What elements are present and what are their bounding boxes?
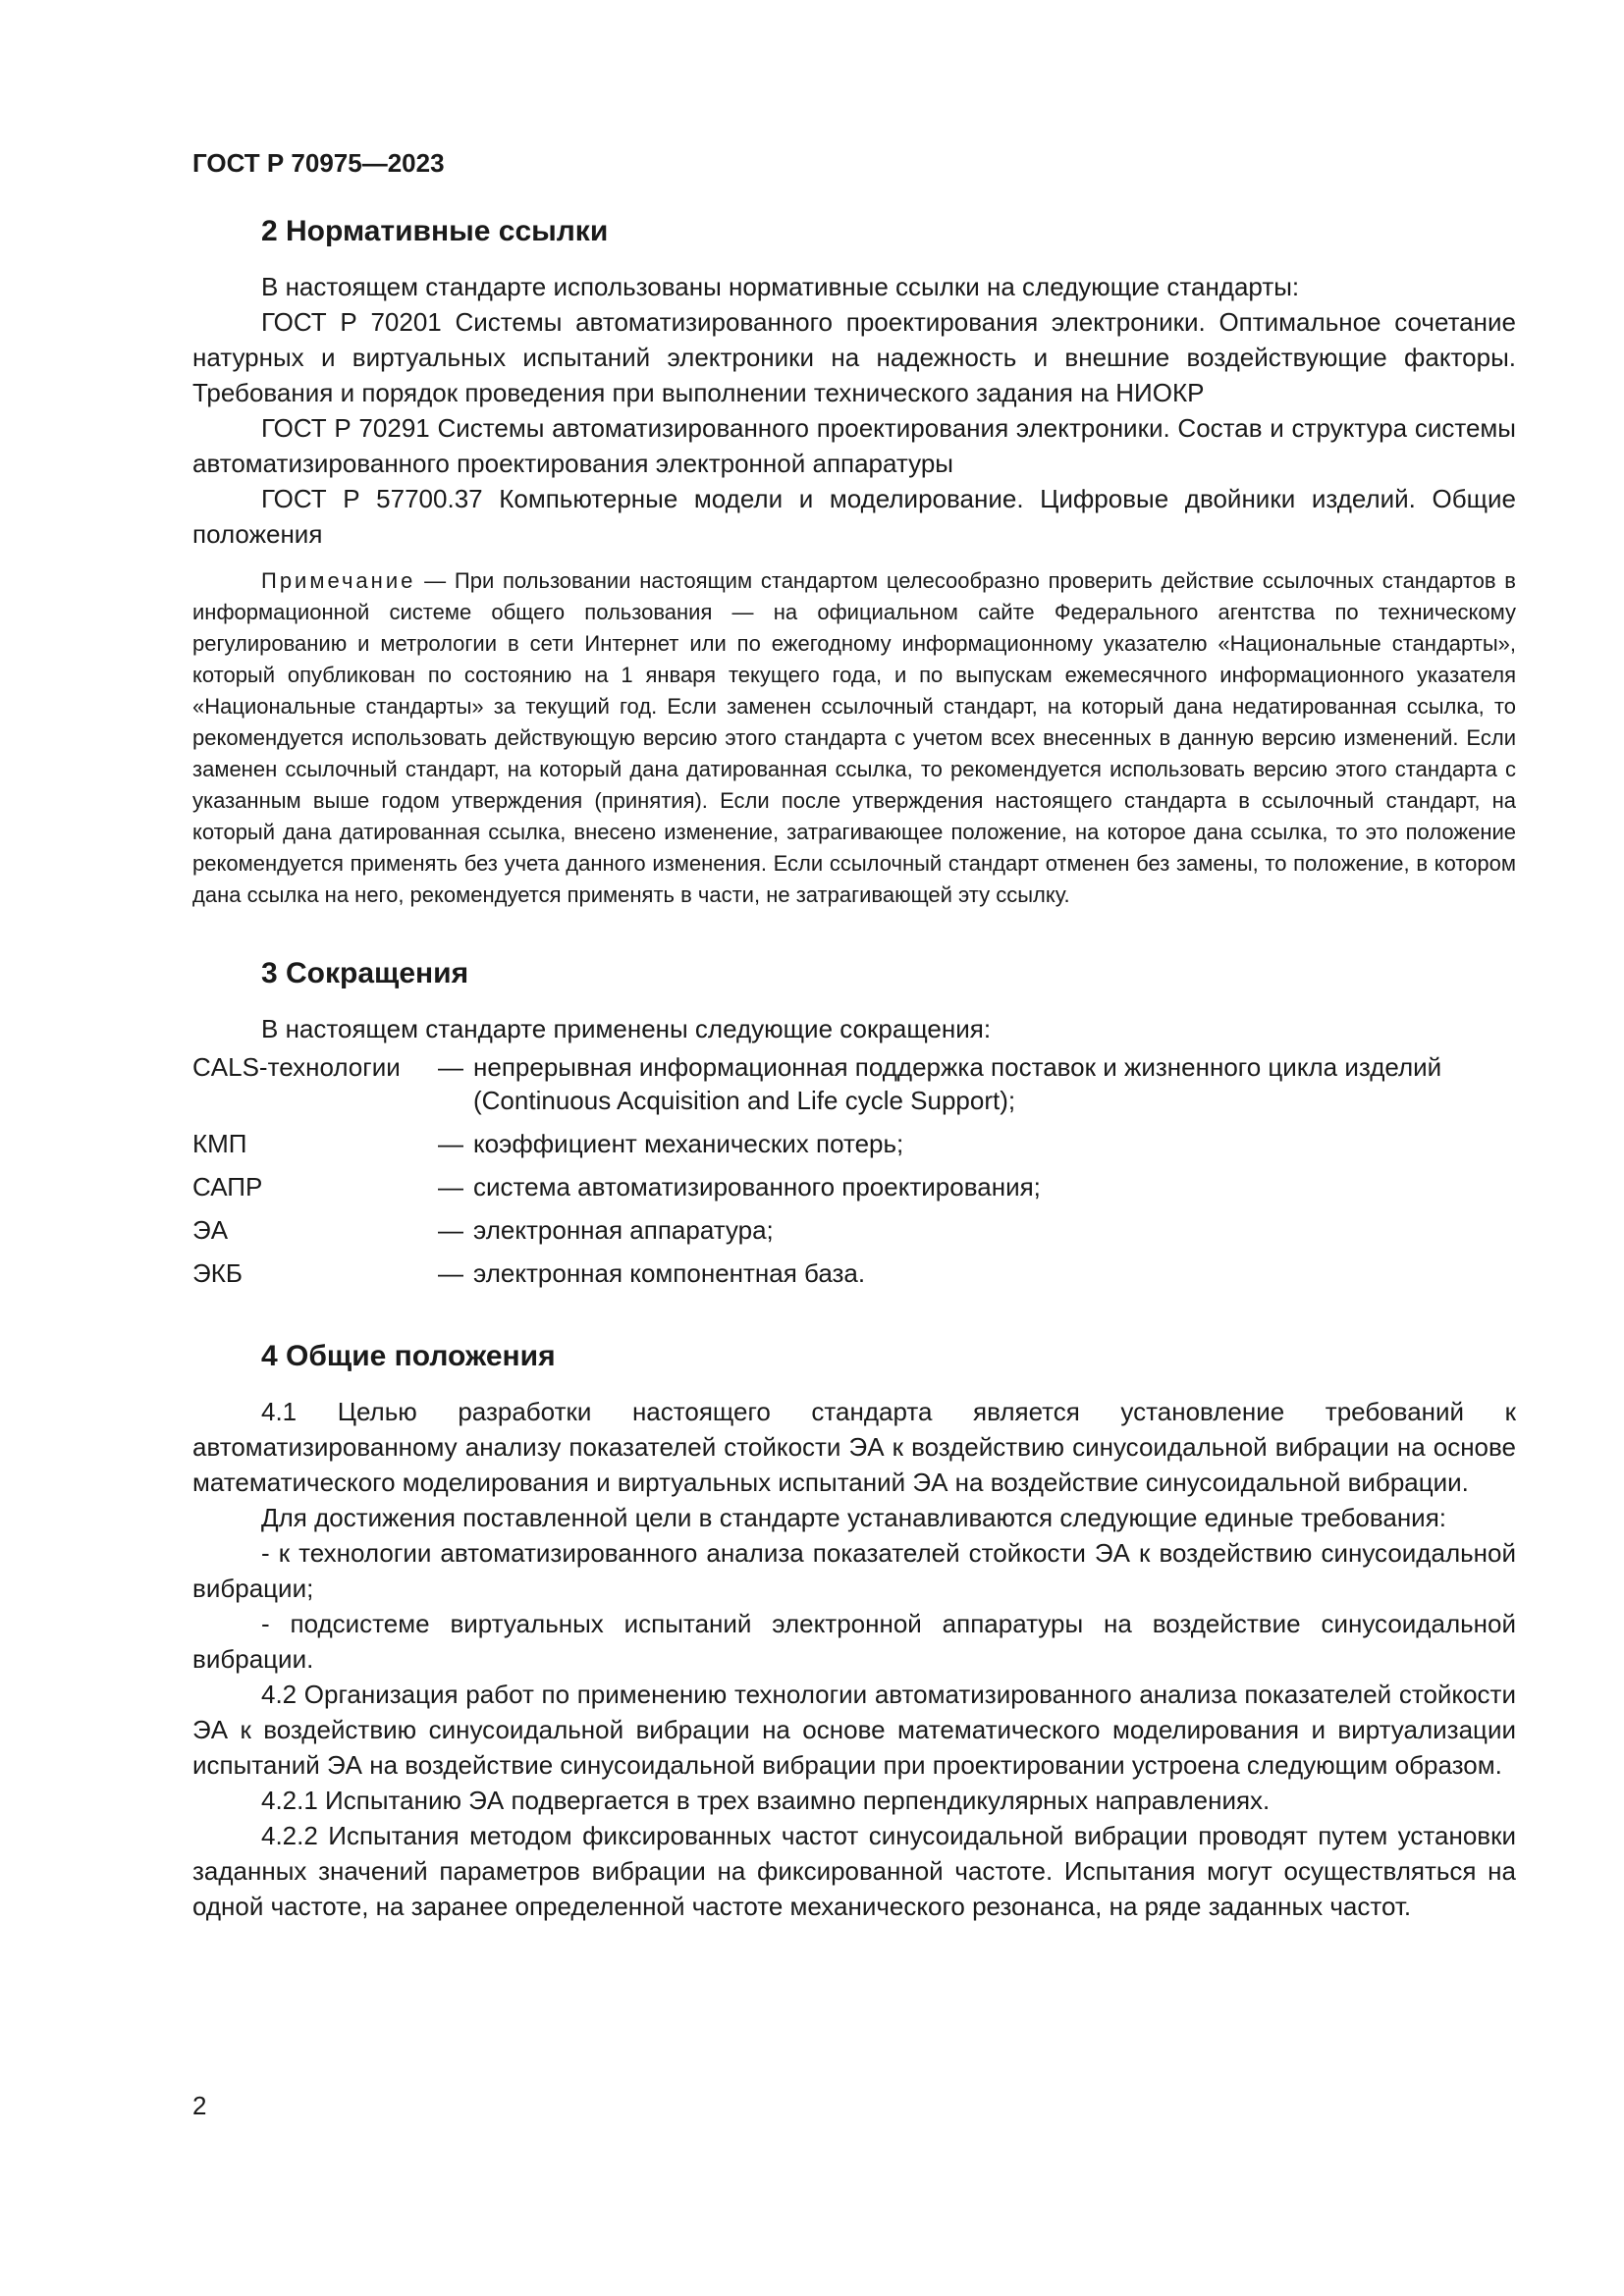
- abbreviation-term: ЭКБ: [192, 1258, 243, 1288]
- document-page: [192, 147, 1516, 1924]
- paragraph: 4.1 Целью разработки настоящего стандарта является установление требований к автоматизированному анализу показателей стойкости ЭА к воздействию синусоидальной вибрации на основе математического моделирования и виртуальных испытаний ЭА на воздействие синусоидальной вибрации.: [192, 1397, 1516, 1497]
- abbreviation-definition: непрерывная информационная поддержка поставок и жизненного цикла изделий (Continuous Acquisition and Life cycle Support);: [473, 1052, 1442, 1115]
- abbreviation-definition: электронная компонентная база.: [473, 1258, 866, 1288]
- abbreviation-term: САПР: [192, 1172, 263, 1201]
- abbreviation-dash: —: [438, 1052, 463, 1082]
- abbreviation-term: КМП: [192, 1129, 247, 1158]
- document-id: ГОСТ Р 70975—2023: [192, 148, 445, 178]
- abbreviation-dash: —: [438, 1215, 463, 1245]
- paragraph: 4.2.1 Испытанию ЭА подвергается в трех взаимно перпендикулярных направлениях.: [261, 1786, 1271, 1815]
- paragraph: 4.2 Организация работ по применению технологии автоматизированного анализа показателей стойкости ЭА к воздействию синусоидальной вибрации на основе математического моделирования и виртуализации испытаний ЭА на воздействие синусоидальной вибрации при проектировании устроена следующим образом.: [192, 1680, 1516, 1780]
- reference-item: ГОСТ Р 70201 Системы автоматизированного проектирования электроники. Оптимальное сочетание натурных и виртуальных испытаний электроники на надежность и внешние воздействующие факторы. Требования и порядок проведения при выполнении технического задания на НИОКР: [192, 307, 1516, 407]
- paragraph: 4.2.2 Испытания методом фиксированных частот синусоидальной вибрации проводят путем установки заданных значений параметров вибрации на фиксированной частоте. Испытания могут осуществляться на одной частоте, на заранее определенной частоте механического резонанса, на ряде заданных частот.: [192, 1821, 1516, 1921]
- abbreviation-definition: коэффициент механических потерь;: [473, 1129, 904, 1158]
- paragraph: - подсистеме виртуальных испытаний электронной аппаратуры на воздействие синусоидальной вибрации.: [192, 1609, 1516, 1674]
- paragraph: - к технологии автоматизированного анализа показателей стойкости ЭА к воздействию синусоидальной вибрации;: [192, 1538, 1516, 1603]
- note-label: Примечание: [261, 568, 416, 593]
- abbreviation-dash: —: [438, 1172, 463, 1201]
- abbreviation-term: ЭА: [192, 1215, 229, 1245]
- reference-item: ГОСТ Р 70291 Системы автоматизированного проектирования электроники. Состав и структура системы автоматизированного проектирования электронной аппаратуры: [192, 413, 1516, 478]
- abbreviation-dash: —: [438, 1129, 463, 1158]
- paragraph: Для достижения поставленной цели в стандарте устанавливаются следующие единые требования:: [261, 1503, 1447, 1532]
- page-number: 2: [192, 2091, 207, 2120]
- reference-item: ГОСТ Р 57700.37 Компьютерные модели и моделирование. Цифровые двойники изделий. Общие положения: [192, 484, 1516, 549]
- section-2-title: 2 Нормативные ссылки: [261, 215, 609, 247]
- section-2-intro: В настоящем стандарте использованы нормативные ссылки на следующие стандарты:: [261, 272, 1300, 301]
- abbreviation-dash: —: [438, 1258, 463, 1288]
- abbreviation-definition: система автоматизированного проектирования;: [473, 1172, 1041, 1201]
- section-4-title: 4 Общие положения: [261, 1340, 556, 1372]
- abbreviations-list: [192, 1050, 1516, 1300]
- section-3-title: 3 Сокращения: [261, 957, 469, 989]
- abbreviation-term: CALS-технологии: [192, 1052, 401, 1082]
- abbreviation-definition: электронная аппаратура;: [473, 1215, 774, 1245]
- note-text: — При пользовании настоящим стандартом целесообразно проверить действие ссылочных стандартов в информационной системе общего пользования — на официальном сайте Федерального агентства по техническому регулированию и метрологии в сети Интернет или по ежегодному информационному указателю «Национальные стандарты», который опубликован по состоянию на 1 января текущего года, и по выпускам ежемесячного информационного указателя «Национальные стандарты» за текущий год. Если заменен ссылочный стандарт, на который дана недатированная ссылка, то рекомендуется использовать действующую версию этого стандарта с учетом всех внесенных в данную версию изменений. Если заменен ссылочный стандарт, на который дана датированная ссылка, то рекомендуется использовать версию этого стандарта с указанным выше годом утверждения (принятия). Если после утверждения настоящего стандарта в ссылочный стандарт, на который дана датированная ссылка, внесено изменение, затрагивающее положение, на которое дана ссылка, то это положение рекомендуется применять без учета данного изменения. Если ссылочный стандарт отменен без замены, то положение, в котором дана ссылка на него, рекомендуется применять в части, не затрагивающей эту ссылку.: [192, 568, 1516, 907]
- section-3-intro: В настоящем стандарте применены следующие сокращения:: [261, 1014, 992, 1043]
- note: [192, 565, 1516, 911]
